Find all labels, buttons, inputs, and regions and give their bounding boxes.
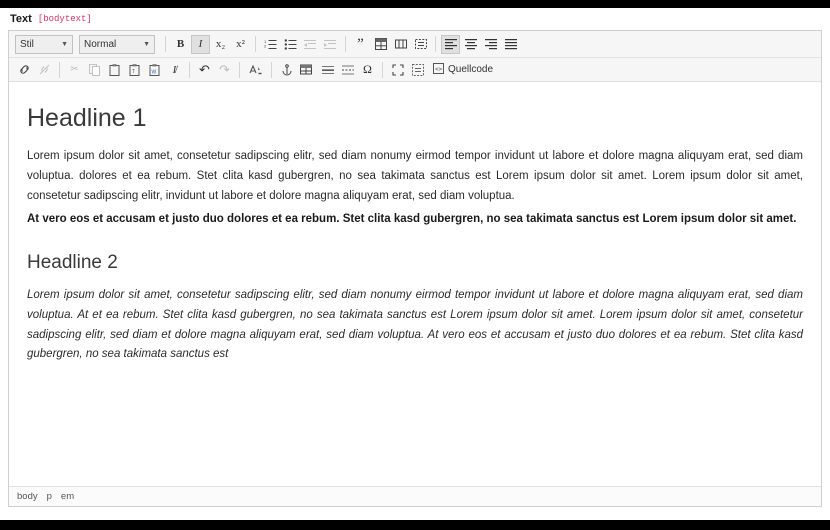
align-center-button[interactable] [461,35,480,54]
element-path-p[interactable]: p [46,491,52,502]
decrease-indent-button[interactable] [301,35,320,54]
undo-icon[interactable]: ↶ [199,61,210,77]
editable-content-area[interactable] [9,82,821,486]
toolbar-separator [239,62,240,78]
bold-button[interactable]: B [176,38,185,50]
unlink-icon[interactable] [35,60,54,79]
style-select-value: Stil [20,38,34,50]
paragraph-3-italic: Lorem ipsum dolor sit amet, consetetur sadipscing elitr, sed diam nonumy eirmod tempor invidunt ut labore et dolore magna aliquyam erat, sed diam voluptua. At et ea rebum. Stet clita kasd gubergren, no sea takimata sanctus est Lorem ipsum dolor sit amet. Lorem ipsum dolor sit amet, consetetur sadipscing elitr, sed diam et dolore magna aliquyam erat, sed diam voluptua. At vero eos et accusam et justo duo dolores et ea rebum. Stet clita kasd gubergren, no sea takimata sanctus est [27,289,803,361]
align-left-button[interactable] [441,35,460,54]
svg-text:2: 2 [264,43,267,48]
align-right-button[interactable] [481,35,500,54]
field-label-bar [0,8,830,30]
cut-icon[interactable]: ✂ [70,64,79,75]
numbered-list-button[interactable] [261,35,280,54]
subscript-button[interactable]: x₂ [215,38,226,50]
paragraph-1: Lorem ipsum dolor sit amet, consetetur sadipscing elitr, sed diam nonumy eirmod tempor invidunt ut labore et dolore magna aliquyam erat, sed diam voluptua. dolores et ea rebum. Stet clita kasd gubergren, no sea takimata sanctus est Lorem ipsum dolor sit amet. Lorem ipsum dolor sit amet, consetetur sadipscing elitr, invidunt ut labore et dolore magna aliquyam erat, sed diam voluptua. [27,150,803,202]
paste-plain-text-icon[interactable] [125,60,144,79]
toolbar-row-formatting [9,31,821,58]
div-container-button[interactable] [411,35,430,54]
paragraph-2-bold: At vero eos et accusam et justo duo dolores et ea rebum. Stet clita kasd gubergren, no sea takimata sanctus est Lorem ipsum dolor sit amet. [27,213,797,226]
toolbar-separator [189,62,190,78]
toolbar-separator [271,62,272,78]
toolbar-row-tools [9,58,821,82]
show-blocks-icon[interactable] [408,60,427,79]
toolbar-separator [435,36,436,52]
field-title: Text [10,13,32,25]
toolbar-separator [382,62,383,78]
page-break-icon[interactable] [338,60,357,79]
toolbar-separator [345,36,346,52]
headline-1: Headline 1 [27,104,147,132]
svg-text:W: W [151,68,156,75]
element-path-em[interactable]: em [60,491,75,502]
text-color-icon[interactable] [245,60,266,79]
horizontal-rule-icon[interactable] [318,60,337,79]
paste-from-word-icon[interactable] [145,60,164,79]
paste-icon[interactable] [105,60,124,79]
insert-table-button[interactable] [371,35,390,54]
chevron-down-icon: ▼ [61,40,68,48]
paragraph-format-select[interactable] [79,35,155,54]
element-path-bar [9,486,821,506]
bulleted-list-button[interactable] [281,35,300,54]
field-tag: [bodytext] [37,14,92,24]
superscript-button[interactable]: x² [236,38,245,50]
remove-format-icon[interactable]: I̸ [172,63,177,76]
toolbar-separator [165,36,166,52]
svg-text:<>: <> [435,65,443,73]
svg-text:1: 1 [264,38,267,44]
link-icon[interactable] [15,60,34,79]
toolbar-separator [255,36,256,52]
paragraph-format-value: Normal [84,38,117,50]
style-select[interactable] [15,35,73,54]
redo-icon[interactable]: ↷ [219,61,230,77]
svg-text:T: T [131,68,135,75]
chevron-down-icon: ▼ [143,40,150,48]
source-code-icon [433,63,444,77]
table-properties-icon[interactable] [297,60,317,79]
toolbar-separator [59,62,60,78]
special-character-icon[interactable]: Ω [363,62,372,76]
headline-2: Headline 2 [27,252,118,274]
source-code-label: Quellcode [448,64,494,75]
blockquote-button[interactable]: ” [357,36,364,52]
increase-indent-button[interactable] [321,35,340,54]
source-code-button[interactable] [428,60,498,79]
copy-icon[interactable] [85,60,104,79]
insert-grid-button[interactable] [391,35,410,54]
align-justify-button[interactable] [501,35,520,54]
maximize-icon[interactable] [388,60,407,79]
editor-app [0,8,830,520]
anchor-icon[interactable] [277,60,296,79]
rich-text-editor [8,30,822,507]
italic-button[interactable]: I [191,35,210,54]
element-path-body[interactable]: body [17,491,38,502]
